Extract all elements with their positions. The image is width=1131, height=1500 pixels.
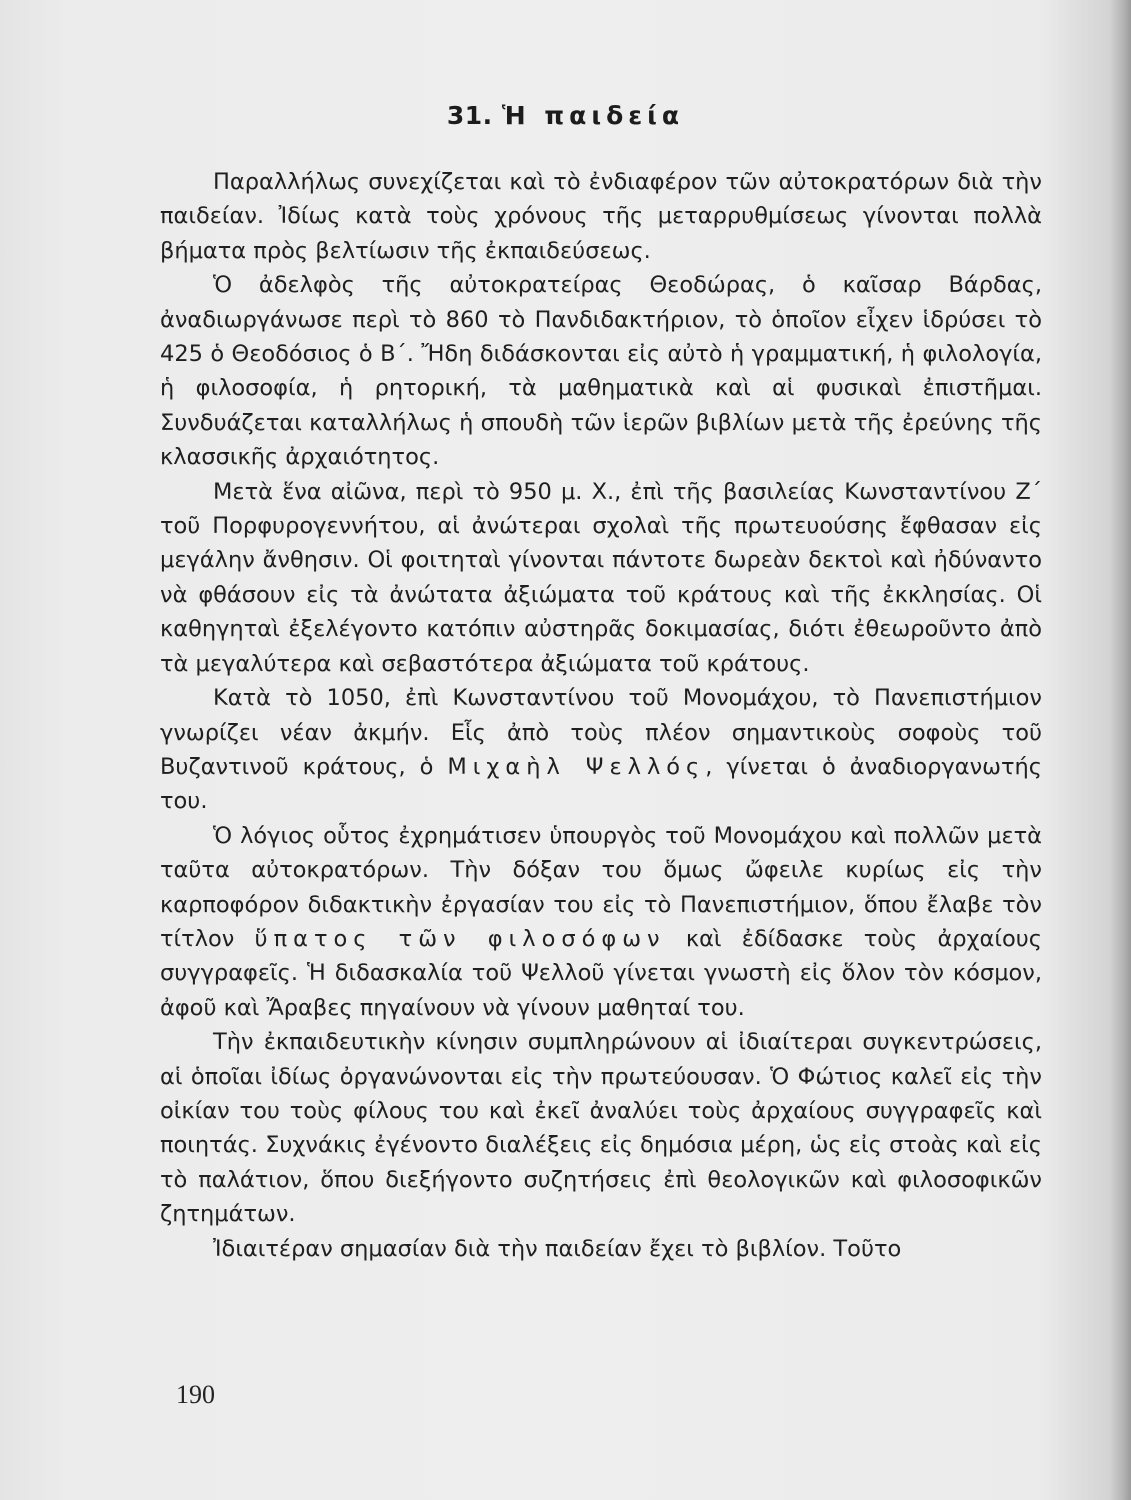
paragraph-5-text-after: καὶ ἐδίδασκε τοὺς ἀρχαίους συγγραφεῖς. Ἡ διδασκαλία τοῦ Ψελλοῦ γίνεται γνωστὴ εἰς ὅλον τὸν κόσμον, ἀφοῦ καὶ Ἄραβες πηγαίνουν νὰ γίνουν μαθηταί του. [160, 925, 1042, 1021]
page-edge-shadow [1109, 0, 1131, 1500]
paragraph-1: Παραλλήλως συνεχίζεται καὶ τὸ ἐνδιαφέρον τῶν αὐτοκρατόρων διὰ τὴν παιδείαν. Ἰδίως κατὰ τοὺς χρόνους τῆς μεταρρυθμίσεως γίνονται πολλὰ βήματα πρὸς βελτίωσιν τῆς ἐκπαιδεύσεως. [160, 169, 1042, 264]
paragraph-3: Μετὰ ἕνα αἰῶνα, περὶ τὸ 950 μ. Χ., ἐπὶ τῆς βασιλείας Κωνσταντίνου Ζ΄ τοῦ Πορφυρογεννήτου, αἱ ἀνώτεραι σχολαὶ τῆς πρωτευούσης ἔφθασαν εἰς μεγάλην ἄνθησιν. Οἱ φοιτηταὶ γίνονται πάντοτε δωρεὰν δεκτοὶ καὶ ἠδύναντο νὰ φθάσουν εἰς τὰ ἀνώτατα ἀξιώματα τοῦ κράτους καὶ τῆς ἐκκλησίας. Οἱ καθηγηταὶ ἐξελέγοντο κατόπιν αὐστηρᾶς δοκιμασίας, διότι ἐθεωροῦντο ἀπὸ τὰ μεγαλύτερα καὶ σεβαστότερα ἀξιώματα τοῦ κράτους. [160, 478, 1042, 677]
title-hypatos-ton-philosophon: ὕπατος τῶν φιλοσόφων [254, 925, 666, 952]
page-number: 190 [176, 1380, 215, 1409]
paragraph-2: Ὁ ἀδελφὸς τῆς αὐτοκρατείρας Θεοδώρας, ὁ καῖσαρ Βάρδας, ἀναδιωργάνωσε περὶ τὸ 860 τὸ Πανδιδακτήριον, τὸ ὁποῖον εἶχεν ἱδρύσει τὸ 425 ὁ Θεοδόσιος ὁ Β΄. Ἤδη διδάσκονται εἰς αὐτὸ ἡ γραμματική, ἡ φιλολογία, ἡ φιλοσοφία, ἡ ρητορική, τὰ μαθηματικὰ καὶ αἱ φυσικαὶ ἐπιστῆμαι. Συνδυάζεται καταλλήλως ἡ σπουδὴ τῶν ἱερῶν βιβλίων μετὰ τῆς ἐρεύνης τῆς κλασσικῆς ἀρχαιότητος. [160, 272, 1042, 471]
paragraph-4-text-after: , γίνεται ὁ ἀναδιοργανωτής του. [160, 753, 1042, 815]
paragraph-5 [160, 819, 1042, 1025]
paragraph-6: Τὴν ἐκπαιδευτικὴν κίνησιν συμπληρώνουν αἱ ἰδιαίτεραι συγκεντρώσεις, αἱ ὁποῖαι ἰδίως ὀργανώνονται εἰς τὴν πρωτεύουσαν. Ὁ Φώτιος καλεῖ εἰς τὴν οἰκίαν του τοὺς φίλους του καὶ ἐκεῖ ἀναλύει τοὺς ἀρχαίους συγγραφεῖς καὶ ποιητάς. Συχνάκις ἐγένοντο διαλέξεις εἰς δημόσια μέρη, ὡς εἰς στοὰς καὶ εἰς τὸ παλάτιον, ὅπου διεξήγοντο συζητήσεις ἐπὶ θεολογικῶν καὶ φιλοσοφικῶν ζητημάτων. [160, 1029, 1042, 1228]
paragraph-4 [160, 681, 1042, 819]
name-michael-psellos: Μιχαὴλ Ψελλός [447, 753, 706, 780]
chapter-number: 31. [446, 101, 493, 130]
chapter-heading [0, 101, 1131, 130]
paragraph-5-text-before: Ὁ λόγιος οὗτος ἐχρημάτισεν ὑπουργὸς τοῦ Μονομάχου καὶ πολλῶν μετὰ ταῦτα αὐτοκρατόρων. Τὴν δόξαν του ὅμως ὤφειλε κυρίως εἰς τὴν καρποφόρον διδακτικὴν ἐργασίαν του εἰς τὸ Πανεπιστήμιον, ὅπου ἔλαβε τὸν τίτλον [160, 822, 1042, 952]
chapter-title: Ἡ παιδεία [501, 101, 685, 130]
body-text [160, 165, 1042, 1266]
paragraph-7: Ἰδιαιτέραν σημασίαν διὰ τὴν παιδείαν ἔχει τὸ βιβλίον. Τοῦτο [213, 1235, 902, 1262]
paragraph-4-text-before: Κατὰ τὸ 1050, ἐπὶ Κωνσταντίνου τοῦ Μονομάχου, τὸ Πανεπιστήμιον γνωρίζει νέαν ἀκμήν. Εἷς ἀπὸ τοὺς πλέον σημαντικοὺς σοφοὺς τοῦ Βυζαντινοῦ κράτους, ὁ [160, 685, 1042, 780]
